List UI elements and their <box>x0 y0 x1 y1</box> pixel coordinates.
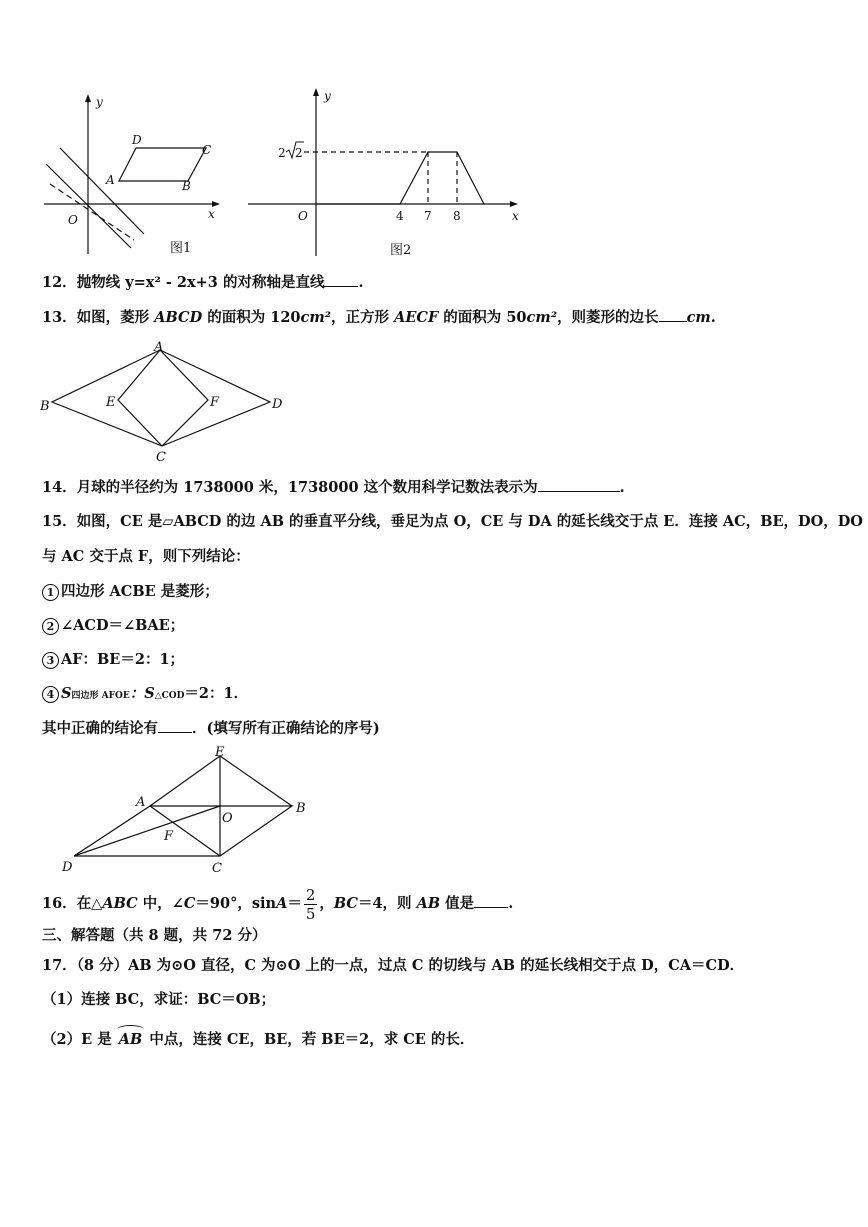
q16-fraction <box>304 886 318 923</box>
circled-2-icon: 2 <box>42 618 59 635</box>
segments-ae-eb <box>150 756 292 806</box>
arc-ab-icon: AB <box>118 1031 143 1048</box>
origin-label: O <box>298 209 308 223</box>
q13-text-2: 的面积为 120 <box>202 309 301 326</box>
parallelogram-abcd <box>119 148 206 181</box>
q15-c4-sub2: △COD <box>154 691 185 701</box>
q15-line-2: 与 AC 交于点 F，则下列结论： <box>42 548 250 565</box>
q16-answer-blank <box>474 893 508 908</box>
q16-number: 16． <box>42 895 77 912</box>
q15-c1-text: 四边形 ACBE 是菱形； <box>61 583 219 600</box>
x-label: x <box>512 209 519 223</box>
question-14 <box>42 477 625 498</box>
q14-number: 14． <box>42 479 77 496</box>
q13-text-1: 如图，菱形 <box>76 309 155 326</box>
y-label: y <box>324 89 331 103</box>
q17-number: 17． <box>42 957 77 974</box>
sqrt2-radicand: 2 <box>295 146 303 160</box>
q15-number: 15． <box>42 513 77 530</box>
q17-text: （8 分）AB 为⊙O 直径，C 为⊙O 上的一点，过点 C 的切线与 AB 的延长线相交于点 D，CA＝CD． <box>76 957 745 974</box>
q13-unit-1: cm² <box>300 309 332 326</box>
figure-1 <box>36 92 226 262</box>
q13-text-3: ，正方形 <box>331 309 395 326</box>
point-b-label: B <box>182 179 191 193</box>
point-d-label: D <box>132 133 142 147</box>
q13-text-5: ，则菱形的边长 <box>557 309 659 326</box>
q16-text-3: ＝90°，sin <box>195 895 277 912</box>
figure-15 <box>60 744 320 878</box>
q13-text-4: 的面积为 50 <box>438 309 527 326</box>
q15-conclusion-3 <box>42 650 184 670</box>
x-tick-4: 4 <box>396 209 404 223</box>
q15-line-1: 如图，CE 是▱ABCD 的边 AB 的垂直平分线，垂足为点 O，CE 与 DA 的延长线交于点 E．连接 AC，BE，DO，DO <box>76 513 863 530</box>
x-tick-8: 8 <box>453 209 461 223</box>
segment-ac <box>150 806 220 856</box>
point-a-label: A <box>136 795 146 810</box>
q16-abc: ABC <box>102 895 138 912</box>
rhombus-abcd <box>52 350 270 446</box>
circled-1-icon: 1 <box>42 584 59 601</box>
q16-text-7: 值是 <box>440 895 475 912</box>
q15-c4-sub1: 四边形 AFOE <box>71 691 130 701</box>
circled-3-icon: 3 <box>42 652 59 669</box>
point-c-label: C <box>212 861 222 876</box>
question-12 <box>42 272 364 293</box>
q12-end: . <box>358 274 364 291</box>
q16-frac-num: 2 <box>305 885 316 904</box>
q16-text-6: ＝4，则 <box>357 895 417 912</box>
q14-end: . <box>619 479 625 496</box>
q15-answer-line <box>42 718 380 739</box>
q15-conclusion-4 <box>42 684 248 706</box>
point-f-label: F <box>210 395 220 410</box>
q13-unit-2: cm² <box>526 309 558 326</box>
figure-2 <box>240 84 530 262</box>
q14-answer-blank <box>538 477 620 492</box>
q15-c4-mid: ：S <box>129 685 155 702</box>
parallelogram-abcd <box>74 806 292 856</box>
q15-answer-suffix: ．(填写所有正确结论的序号) <box>192 720 380 737</box>
q12-text: 抛物线 y=x² - 2x+3 的对称轴是直线 <box>76 274 325 291</box>
q15-c4-end: ＝2：1． <box>184 685 249 702</box>
q17-part-2-a: （2）E 是 <box>42 1031 117 1048</box>
point-c-label: C <box>156 450 166 464</box>
q15-conclusion-2 <box>42 616 184 636</box>
q15-answer-prefix: 其中正确的结论有 <box>42 720 158 737</box>
q14-text: 月球的半径约为 1738000 米，1738000 这个数用科学记数法表示为 <box>76 479 538 496</box>
point-e-label: E <box>106 395 116 410</box>
circled-4-icon: 4 <box>42 686 59 703</box>
q13-number: 13． <box>42 309 77 326</box>
q13-abcd: ABCD <box>154 309 203 326</box>
question-13 <box>42 307 716 328</box>
x-tick-7: 7 <box>424 209 432 223</box>
q15-answer-blank <box>158 718 192 733</box>
section-3-title <box>42 926 266 946</box>
figure-1-caption: 图1 <box>170 241 192 256</box>
q16-text-2: 中，∠ <box>137 895 184 912</box>
figure-13 <box>40 340 290 464</box>
q16-end: . <box>508 895 514 912</box>
q17-part-2 <box>42 1030 474 1050</box>
question-17 <box>42 956 744 976</box>
q15-c3-text: AF：BE＝2：1； <box>61 651 185 668</box>
point-f-label: F <box>164 829 174 844</box>
question-15-line-2 <box>42 547 250 567</box>
q17-part-1 <box>42 990 275 1010</box>
figure-2-caption: 图2 <box>390 243 412 258</box>
q13-aecf: AECF <box>394 309 439 326</box>
point-c-label: C <box>202 143 212 157</box>
y-tick-coefficient: 2 <box>278 146 286 160</box>
point-a-label: A <box>154 340 164 355</box>
point-o-label: O <box>222 811 233 826</box>
origin-label: O <box>68 213 78 227</box>
q17-part-1-text: （1）连接 BC，求证：BC＝OB； <box>42 991 276 1008</box>
q13-end: . <box>710 309 716 326</box>
y-label: y <box>96 95 103 109</box>
q16-a: A <box>276 895 288 912</box>
q15-c2-text: ∠ACD＝∠BAE； <box>61 617 185 634</box>
q17-part-2-b: 中点，连接 CE，BE，若 BE＝2，求 CE 的长． <box>144 1031 475 1048</box>
point-b-label: B <box>40 399 50 414</box>
segment-do <box>74 806 220 856</box>
q13-unit-3: cm <box>686 309 711 326</box>
q13-answer-blank <box>659 307 687 322</box>
point-d-label: D <box>62 860 73 875</box>
q16-bc: BC <box>333 895 358 912</box>
q16-frac-den: 5 <box>305 904 316 923</box>
q16-text-4: ＝ <box>287 895 302 912</box>
q12-number: 12． <box>42 274 77 291</box>
square-aecf <box>118 350 208 446</box>
point-d-label: D <box>272 397 283 412</box>
q15-c4-s1: S <box>61 685 72 702</box>
point-a-label: A <box>106 173 115 187</box>
point-b-label: B <box>296 801 306 816</box>
q16-c: C <box>183 895 196 912</box>
point-e-label: E <box>215 745 225 760</box>
x-label: x <box>208 207 215 221</box>
question-16 <box>42 884 513 924</box>
q15-conclusion-1 <box>42 582 219 602</box>
line-dashed <box>50 184 134 240</box>
question-15-line-1 <box>42 512 863 532</box>
section-3-title-text: 三、解答题（共 8 题，共 72 分） <box>42 927 267 944</box>
q16-text-1: 在△ <box>76 895 103 912</box>
q16-text-5: ， <box>319 895 334 912</box>
q12-answer-blank <box>324 272 358 287</box>
q16-ab: AB <box>416 895 441 912</box>
trapezoid-graph <box>316 152 484 204</box>
